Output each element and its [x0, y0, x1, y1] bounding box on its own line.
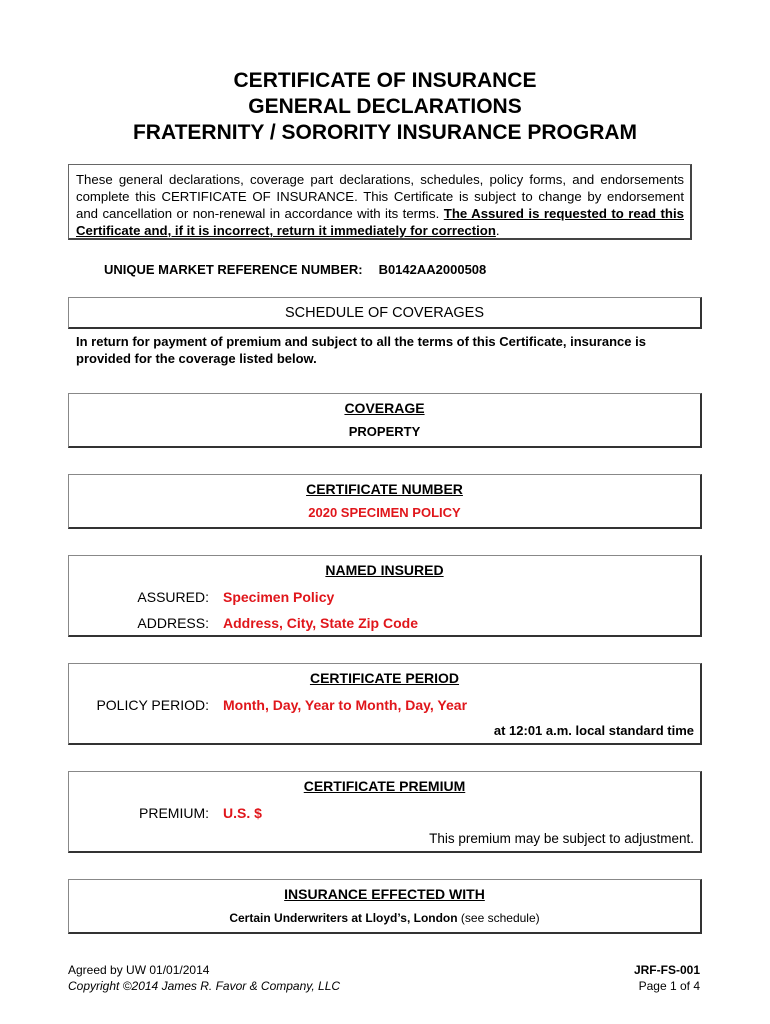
footer-right	[634, 962, 700, 994]
umr-label: UNIQUE MARKET REFERENCE NUMBER:	[104, 262, 363, 277]
footer-copyright: Copyright ©2014 James R. Favor & Company, LLC	[68, 979, 341, 993]
insurance-effected-value: Certain Underwriters at Lloyd’s, London	[229, 911, 458, 925]
footer-form-id: JRF-FS-001	[633, 963, 700, 977]
named-insured-heading: NAMED INSURED	[325, 562, 444, 578]
schedule-text: In return for payment of premium and subject to all the terms of this Certificate, insurance is provided for the coverage listed below.	[76, 334, 646, 366]
title-line-1: CERTIFICATE OF INSURANCE	[233, 69, 537, 92]
insurance-effected-note: (see schedule)	[457, 911, 540, 925]
named-insured-box	[68, 555, 702, 637]
footer-agreed: Agreed by UW 01/01/2014	[68, 963, 210, 977]
footer-page: Page 1 of 4	[638, 979, 700, 993]
assured-label: ASSURED:	[137, 589, 209, 605]
intro-emphasis: The Assured is requested to read this Certificate and, if it is incorrect, return it immediately for correction	[76, 206, 684, 238]
certificate-premium-heading: CERTIFICATE PREMIUM	[303, 778, 466, 794]
premium-note: This premium may be subject to adjustment.	[429, 831, 694, 846]
umr-value: B0142AA2000508	[378, 262, 487, 277]
time-note: at 12:01 a.m. local standard time	[493, 723, 694, 738]
coverage-value: PROPERTY	[348, 424, 421, 439]
umr-line	[104, 262, 486, 277]
insurance-effected-heading: INSURANCE EFFECTED WITH	[284, 886, 485, 902]
coverage-box	[68, 393, 702, 448]
certificate-period-box	[68, 663, 702, 745]
footer-left	[68, 962, 340, 994]
intro-text: These general declarations, coverage part declarations, schedules, policy forms, and endorsements complete this CERTIFICATE OF INSURANCE. This Certificate is subject to change by endorsement and cancellation or non-renewal in accordance with its terms.	[76, 172, 684, 221]
premium-value: U.S. $	[223, 805, 262, 821]
certificate-number-box	[68, 474, 702, 529]
address-label: ADDRESS:	[137, 615, 209, 631]
certificate-number-value: 2020 SPECIMEN POLICY	[308, 505, 461, 520]
certificate-period-heading: CERTIFICATE PERIOD	[309, 670, 460, 686]
insurance-effected-line	[69, 911, 700, 925]
title-line-3: FRATERNITY / SORORITY INSURANCE PROGRAM	[132, 121, 638, 144]
address-value: Address, City, State Zip Code	[223, 615, 418, 631]
policy-period-label: POLICY PERIOD:	[96, 697, 209, 713]
policy-period-value: Month, Day, Year to Month, Day, Year	[223, 697, 468, 713]
insurance-effected-box	[68, 879, 702, 934]
schedule-heading-box	[68, 297, 702, 329]
schedule-heading: SCHEDULE OF COVERAGES	[284, 305, 484, 321]
document-title	[0, 68, 770, 146]
intro-end: .	[495, 223, 500, 238]
intro-box	[68, 164, 692, 240]
certificate-premium-box	[68, 771, 702, 853]
assured-value: Specimen Policy	[223, 589, 335, 605]
title-line-2: GENERAL DECLARATIONS	[248, 95, 522, 118]
certificate-number-heading: CERTIFICATE NUMBER	[306, 481, 463, 497]
premium-label: PREMIUM:	[139, 805, 209, 821]
coverage-heading: COVERAGE	[344, 400, 425, 416]
